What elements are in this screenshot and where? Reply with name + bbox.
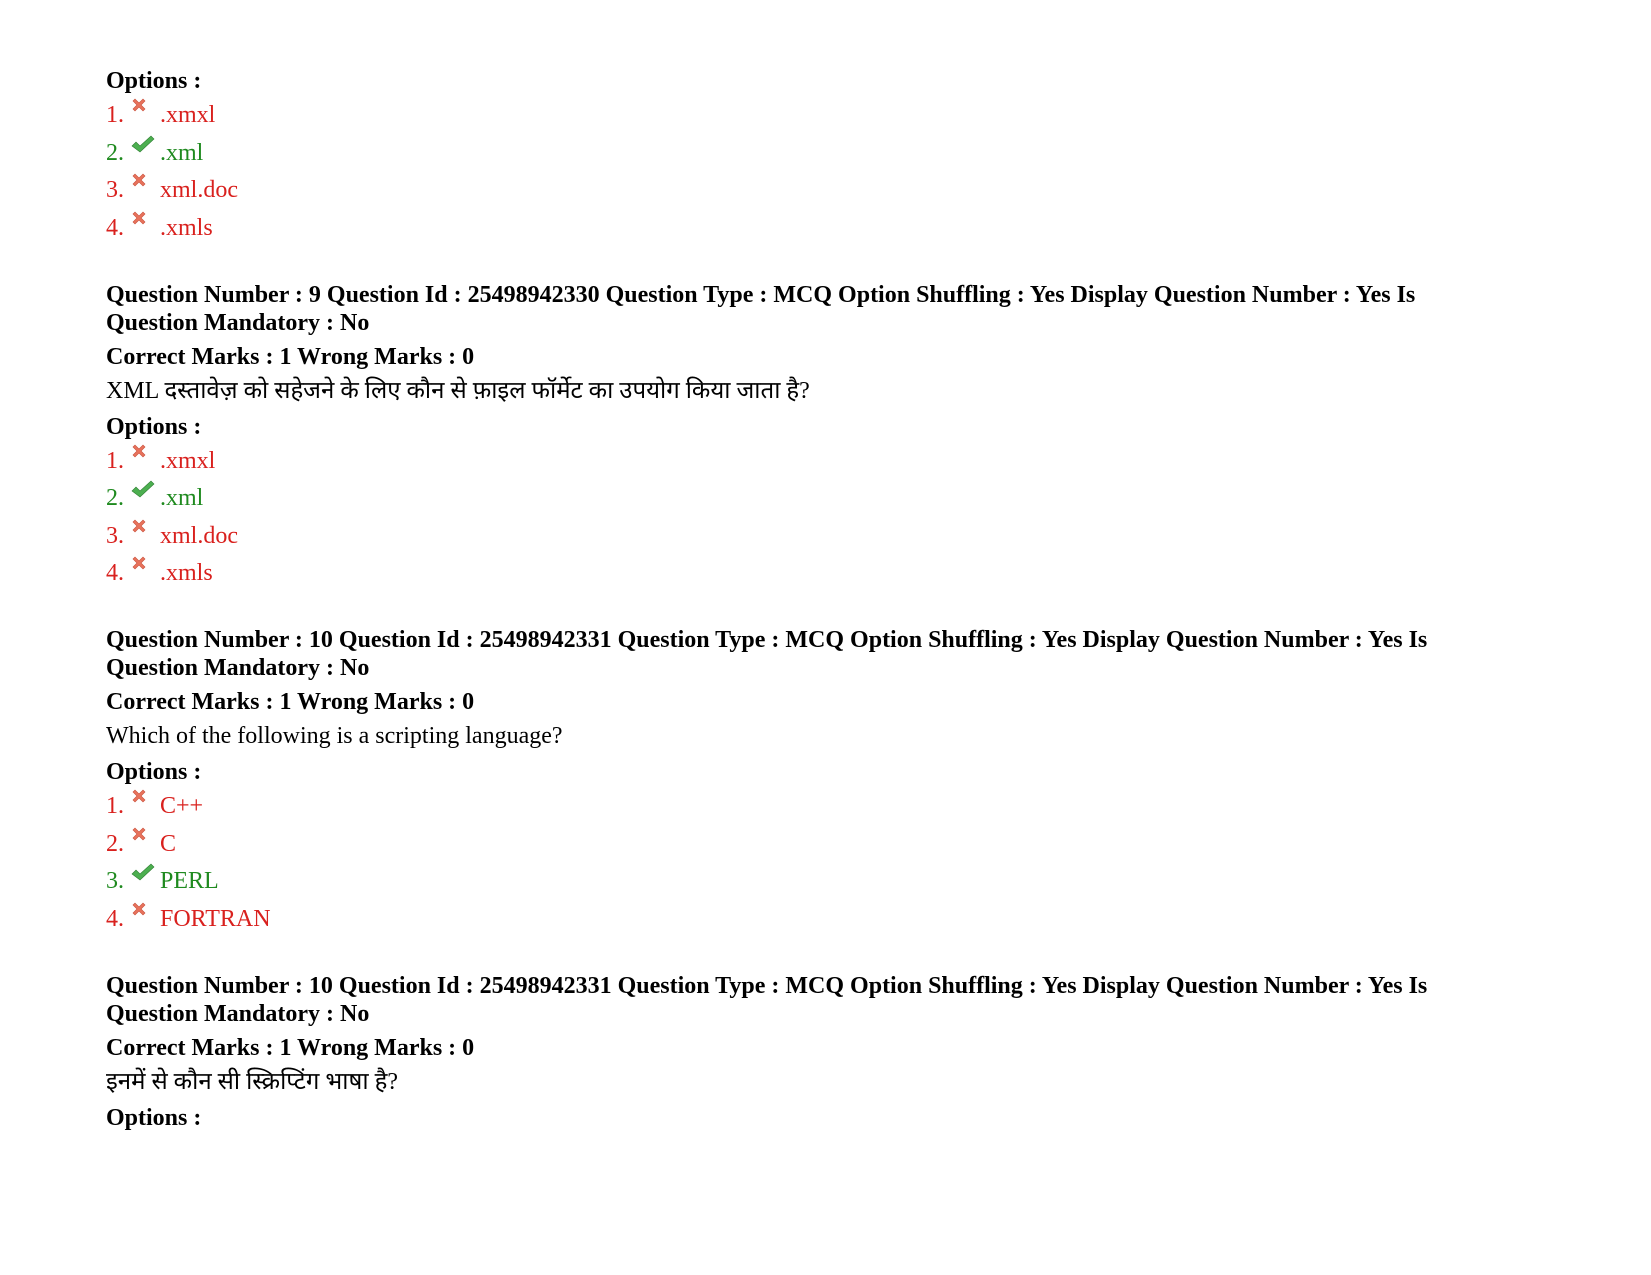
options-label: Options : <box>106 759 202 785</box>
question-marks: Correct Marks : 1 Wrong Marks : 0 <box>106 1034 475 1061</box>
question-block <box>106 66 1536 243</box>
options-list <box>106 100 1536 243</box>
option-item <box>106 558 1536 588</box>
cross-icon <box>130 175 160 205</box>
option-text: .xml <box>160 139 204 166</box>
option-number: 2. <box>106 139 124 166</box>
option-number: 4. <box>106 560 124 586</box>
option-text: .xmls <box>160 560 213 586</box>
options-label: Options : <box>106 68 202 94</box>
question-meta: Question Number : 10 Question Id : 25498942331 Question Type : MCQ Option Shuffling : Yes Display Question Number : Yes Is Question Mandatory : No <box>106 972 1428 1027</box>
option-text: .xmxl <box>160 447 216 474</box>
option-number: 1. <box>106 102 124 128</box>
question-marks: Correct Marks : 1 Wrong Marks : 0 <box>106 343 475 370</box>
cross-icon <box>130 558 160 588</box>
cross-icon <box>130 829 160 859</box>
option-item <box>106 213 1536 243</box>
question-meta: Question Number : 9 Question Id : 25498942330 Question Type : MCQ Option Shuffling : Yes Display Question Number : Yes Is Question Mandatory : No <box>106 281 1416 336</box>
cross-icon <box>130 904 160 934</box>
options-list <box>106 791 1536 934</box>
check-icon <box>130 866 160 896</box>
option-number: 4. <box>106 214 124 241</box>
option-number: 2. <box>106 830 124 857</box>
answer-key-page <box>106 60 1536 1137</box>
question-marks: Correct Marks : 1 Wrong Marks : 0 <box>106 689 475 715</box>
question-block <box>106 972 1536 1133</box>
cross-icon <box>130 521 160 551</box>
option-item <box>106 521 1536 551</box>
question-block <box>106 626 1536 934</box>
option-number: 3. <box>106 522 124 549</box>
option-text: .xmls <box>160 214 213 241</box>
options-label: Options : <box>106 1104 202 1131</box>
option-number: 4. <box>106 905 124 932</box>
cross-icon <box>130 791 160 821</box>
option-text: xml.doc <box>160 177 238 203</box>
option-item <box>106 175 1536 205</box>
option-item <box>106 829 1536 859</box>
option-text: C <box>160 830 177 857</box>
cross-icon <box>130 100 160 130</box>
option-number: 3. <box>106 868 124 894</box>
question-text: Which of the following is a scripting language? <box>106 723 563 749</box>
option-text: xml.doc <box>160 522 238 549</box>
option-item <box>106 483 1536 513</box>
cross-icon <box>130 446 160 476</box>
option-text: .xml <box>160 485 204 511</box>
option-number: 2. <box>106 485 124 511</box>
option-item <box>106 138 1536 168</box>
option-item <box>106 904 1536 934</box>
check-icon <box>130 483 160 513</box>
option-number: 3. <box>106 177 124 203</box>
options-label: Options : <box>106 413 202 440</box>
option-text: .xmxl <box>160 102 216 128</box>
question-text: XML दस्तावेज़ को सहेजने के लिए कौन से फ़ाइल फॉर्मेट का उपयोग किया जाता है? <box>106 377 810 404</box>
option-text: C++ <box>160 793 204 819</box>
option-text: PERL <box>160 868 219 894</box>
options-list <box>106 446 1536 589</box>
question-block <box>106 281 1536 589</box>
option-item <box>106 866 1536 896</box>
option-item <box>106 100 1536 130</box>
question-text: इनमें से कौन सी स्क्रिप्टिंग भाषा है? <box>106 1068 398 1095</box>
option-item <box>106 446 1536 476</box>
option-item <box>106 791 1536 821</box>
option-number: 1. <box>106 793 124 819</box>
question-meta: Question Number : 10 Question Id : 25498942331 Question Type : MCQ Option Shuffling : Yes Display Question Number : Yes Is Question Mandatory : No <box>106 627 1428 681</box>
option-number: 1. <box>106 447 124 474</box>
cross-icon <box>130 213 160 243</box>
option-text: FORTRAN <box>160 905 271 932</box>
check-icon <box>130 138 160 168</box>
